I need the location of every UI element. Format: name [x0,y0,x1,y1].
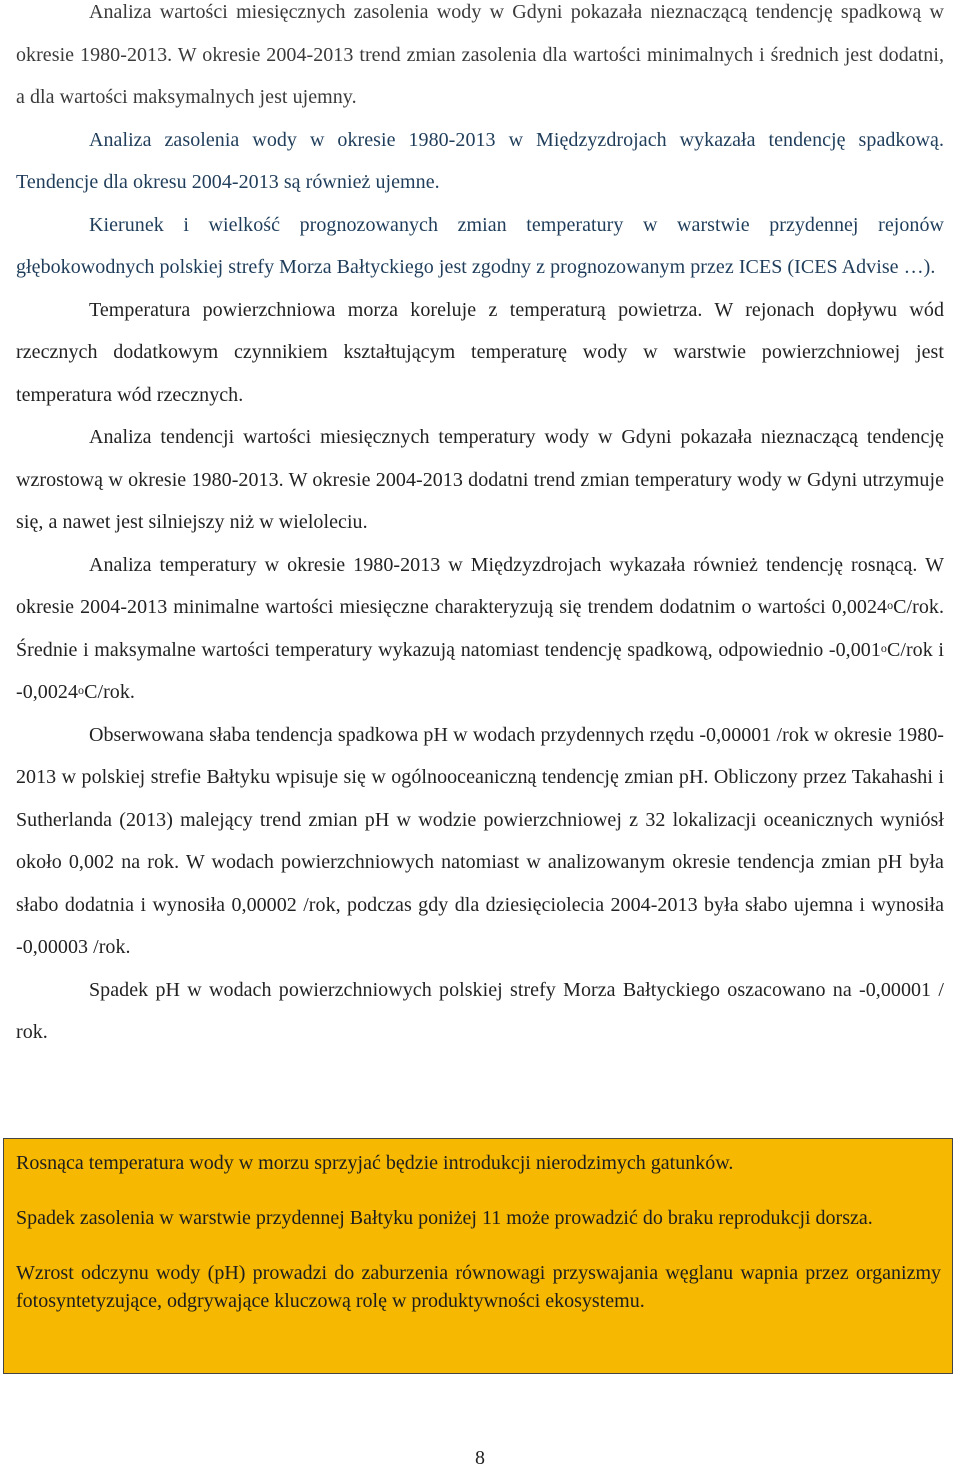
paragraph-temperature-gdynia: Analiza tendencji wartości miesięcznych temperatury wody w Gdyni pokazała nieznaczącą tendencję wzrostową w okresie 1980-2013. W okresie 2004-2013 dodatni trend zmian temperatury wody w Gdyni utrzymuje się, a nawet jest silniejszy niż w wieloleciu. [16,426,944,533]
paragraph-temperature-miedzyzdroje-part3: C/rok i -0,0024 [16,638,944,703]
paragraph-temperature-forecast: Kierunek i wielkość prognozowanych zmian temperatury w warstwie przydennej rejonów głębokowodnych polskiej strefy Morza Bałtyckiego jest zgodny z prognozowanym przez ICES (ICES Advise …). [16,213,944,278]
document-body [16,0,944,1054]
paragraph-surface-temperature: Temperatura powierzchniowa morza koreluje z temperaturą powietrza. W rejonach dopływu wód rzecznych dodatkowym czynnikiem kształtującym temperaturę wody w warstwie powierzchniowej jest temperatura wód rzecznych. [16,298,944,406]
paragraph-temperature-miedzyzdroje [16,544,944,714]
paragraph-salinity-gdynia: Analiza wartości miesięcznych zasolenia wody w Gdyni pokazała nieznaczącą tendencję spadkową w okresie 1980-2013. W okresie 2004-2013 trend zmian zasolenia dla wartości minimalnych i średnich jest dodatni, a dla wartości maksymalnych jest ujemny. [16,1,944,108]
paragraph-temperature-miedzyzdroje-part4: C/rok. [84,681,135,703]
paragraph-ph-trend: Obserwowana słaba tendencja spadkowa pH w wodach przydennych rzędu -0,00001 /rok w okresie 1980-2013 w polskiej strefie Bałtyku wpisuje się w ogólnooceaniczną tendencję zmian pH. Obliczony przez Takahashi i Sutherlanda (2013) malejący trend zmian pH w wodzie powierzchniowej z 32 lokalizacji oceanicznych wyniósł około 0,002 na rok. W wodach powierzchniowych natomiast w analizowanym okresie tendencja zmian pH była słabo dodatnia i wynosiła 0,00002 /rok, podczas gdy dla dziesięciolecia 2004-2013 była słabo ujemna i wynosiła -0,00003 /rok. [16,723,944,958]
paragraph-temperature-miedzyzdroje-part1: Analiza temperatury w okresie 1980-2013 w Międzyzdrojach wykazała również tendencję rosnącą. W okresie 2004-2013 minimalne wartości miesięczne charakteryzują się trendem dodatnim o wartości 0,0024 [16,553,944,618]
highlight-box [3,1138,953,1374]
paragraph-salinity-miedzyzdroje: Analiza zasolenia wody w okresie 1980-2013 w Międzyzdrojach wykazała tendencję spadkową. Tendencje dla okresu 2004-2013 są również ujemne. [16,128,944,193]
highlight-item-ph: Wzrost odczynu wody (pH) prowadzi do zaburzenia równowagi przyswajania węglanu wapnia przez organizmy fotosyntetyzujące, odgrywające kluczową rolę w produktywności ekosystemu. [16,1262,941,1312]
degree-mark: o [880,640,887,655]
degree-mark: o [887,598,894,612]
degree-mark: o [78,683,85,697]
page-number: 8 [475,1447,485,1469]
highlight-item-temperature: Rosnąca temperatura wody w morzu sprzyjać będzie introdukcji nierodzimych gatunków. [16,1152,734,1174]
highlight-item-salinity: Spadek zasolenia w warstwie przydennej Bałtyku poniżej 11 może prowadzić do braku reprodukcji dorsza. [16,1207,873,1229]
paragraph-temperature-miedzyzdroje-part2: C/rok. Średnie i maksymalne wartości temperatury wykazują natomiast tendencję spadkową, odpowiednio -0,001 [16,596,944,661]
paragraph-ph-decline: Spadek pH w wodach powierzchniowych polskiej strefy Morza Bałtyckiego oszacowano na -0,00001 / rok. [16,978,944,1043]
